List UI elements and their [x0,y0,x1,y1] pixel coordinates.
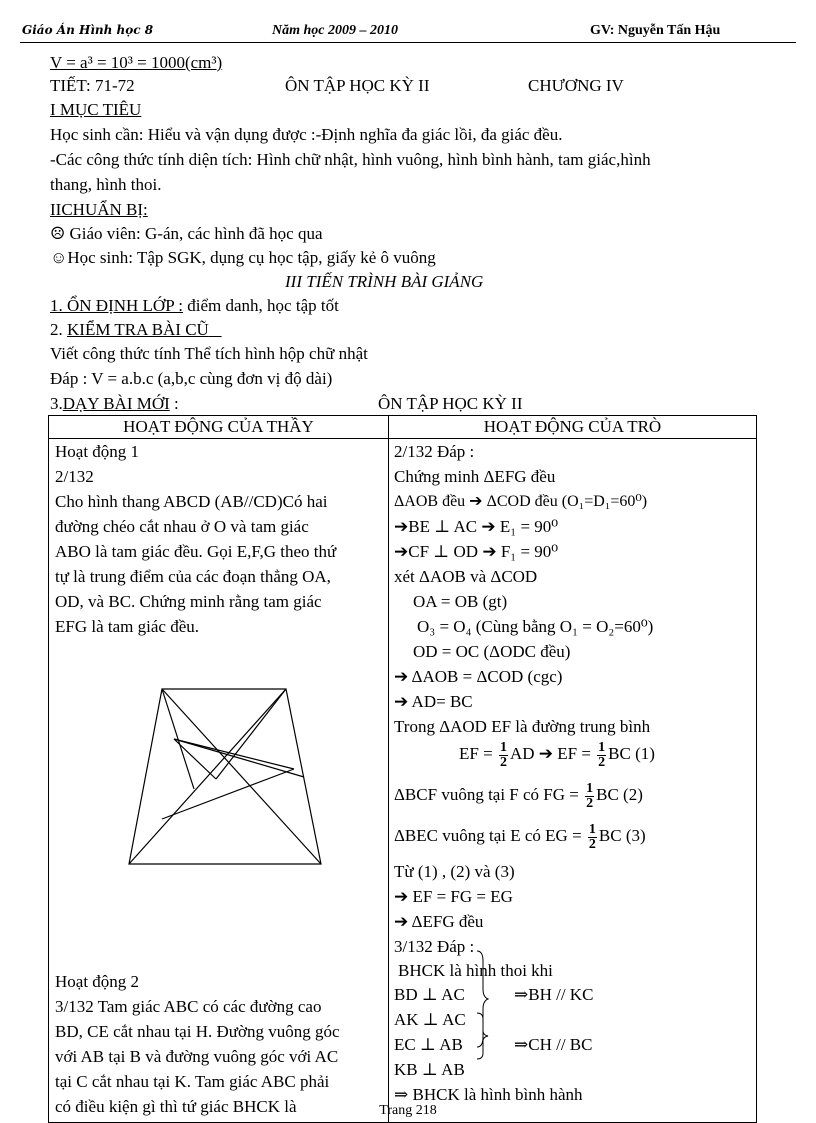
student-line: ΔAOB đều ➔ ΔCOD đều (O₁=D₁=60⁰) [394,493,648,510]
student-line: Từ (1) , (2) và (3) [394,862,515,881]
objectives-line-3: thang, hình thoi. [50,175,162,194]
half-fraction: $\frac{1}{2}$ [598,739,606,770]
teacher-problem2-line: tại C cắt nhau tại K. Tam giác ABC phải [55,1072,330,1091]
teacher-column [49,439,389,1123]
student-line: BD ⊥ AC [394,985,465,1004]
student-line: ➔BE ⊥ AC ➔ E₁ = 90⁰ [394,517,559,536]
student-line: ➔ AD= BC [394,692,473,711]
half-fraction: $\frac{1}{2}$ [499,739,507,770]
teacher-problem2-line: 3/132 Tam giác ABC có các đường cao [55,997,322,1016]
header-center: Năm học 2009 – 2010 [272,23,398,38]
prep-student: ☺Học sinh: Tập SGK, dụng cụ học tập, giấy kẻ ô vuông [50,248,436,267]
teacher-problem-line: Cho hình thang ABCD (AB//CD)Có hai [55,492,328,511]
teacher-problem2-line: BD, CE cắt nhau tại H. Đường vuông góc [55,1022,340,1041]
student-line: ⇒BH // KC [514,985,594,1004]
prep-heading: IICHUẨN BỊ: [50,200,148,219]
ef-formula-part: EF = [459,744,493,763]
step-2-label: KIỂM TRA BÀI CŨ [67,320,209,339]
fg-formula-part: ΔBCF vuông tại F có FG = [394,785,579,804]
step-2-question: Viết công thức tính Thể tích hình hộp chữ nhật [50,344,368,363]
col-header-student: HOẠT ĐỘNG CỦA TRÒ [389,416,757,439]
student-line: BHCK là hình thoi khi [398,961,553,980]
teacher-problem-line: ABO là tam giác đều. Gọi E,F,G theo thứ [55,542,337,561]
header-left: Giáo Án Hình học 8 [22,23,154,37]
step-1 [50,296,339,316]
segment-af [162,689,194,789]
student-line: 3/132 Đáp : [394,937,475,956]
prep-teacher: ☹ Giáo viên: G-án, các hình đã học qua [50,224,323,243]
student-line: OA = OB (gt) [413,592,508,611]
student-line: O₃ = O₄ (Cùng bằng O₁ = O₂=60⁰) [417,617,654,636]
segment-fg [162,769,294,819]
teacher-activity-2: Hoạt động 2 [55,972,140,991]
lesson-number: TIẾT: 71-72 [50,76,135,95]
objectives-line-1: Học sinh cần: Hiểu và vận dụng được :-Định nghĩa đa giác lồi, đa giác đều. [50,125,563,144]
teacher-problem-line: đường chéo cắt nhau ở O và tam giác [55,517,309,536]
fg-formula [394,778,643,812]
student-line: EC ⊥ AB [394,1035,463,1054]
teacher-activity-1: Hoạt động 1 [55,442,140,461]
diagonal-ac [162,689,321,864]
brace-bottom [475,1011,489,1061]
volume-formula: V = a³ = 10³ = 1000(cm³) [50,53,223,72]
review-title: ÔN TẬP HỌC KỲ II [285,76,430,95]
student-line: ⇒ BHCK là hình bình hành [394,1085,583,1104]
student-line: AK ⊥ AC [394,1010,466,1029]
segment-be [216,689,286,779]
student-line: KB ⊥ AB [394,1060,465,1079]
objectives-heading: I MỤC TIÊU [50,100,142,119]
half-fraction: $\frac{1}{2}$ [588,821,596,852]
teacher-problem2-line: với AB tại B và đường vuông góc với AC [55,1047,339,1066]
ef-formula-part: BC (1) [608,744,655,763]
trapezoid-figure [124,679,334,869]
step-2-answer: Đáp : V = a.b.c (a,b,c cùng đơn vị độ dài) [50,369,333,388]
fg-formula-part: BC (2) [596,785,643,804]
student-line: ➔ ΔEFG đều [394,912,484,931]
eg-formula-part: ΔBEC vuông tại E có EG = [394,826,582,845]
ef-formula-part: AD ➔ EF = [509,744,591,763]
objectives-line-2: -Các công thức tính diện tích: Hình chữ nhật, hình vuông, hình bình hành, tam giác,hình [50,150,651,169]
segment-ef [174,739,294,769]
student-line: OD = OC (ΔODC đều) [413,642,571,661]
header-rule [20,42,796,43]
teacher-activity-1-ref: 2/132 [55,467,94,486]
header-right: GV: Nguyễn Tấn Hậu [590,23,721,38]
diagonal-bd [129,689,286,864]
step-2 [50,320,222,340]
teacher-problem2-line: có điều kiện gì thì tứ giác BHCK là [55,1097,297,1116]
step-3 [50,394,179,414]
student-line: Chứng minh ΔEFG đều [394,467,556,486]
activity-table [48,415,757,1123]
step-3-prefix: 3. [50,394,63,413]
step-1-label: 1. ỔN ĐỊNH LỚP : [50,296,184,315]
eg-formula-part: BC (3) [598,826,646,845]
teacher-problem-line: OD, và BC. Chứng minh rằng tam giác [55,592,322,611]
student-line: ➔ EF = FG = EG [394,887,513,906]
trapezoid-outline [129,689,321,864]
student-line: ➔CF ⊥ OD ➔ F₁ = 90⁰ [394,542,559,561]
student-line: 2/132 Đáp : [394,442,475,461]
page-number: Trang 218 [379,1103,437,1118]
step-2-prefix: 2. [50,320,67,339]
student-line: ➔ ΔAOB = ΔCOD (cgc) [394,667,563,686]
student-line: Trong ΔAOD EF là đường trung bình [394,717,651,736]
step-3-colon: : [169,394,179,413]
ef-formula [459,737,655,771]
student-column [389,439,757,1123]
student-line: xét ΔAOB và ΔCOD [394,567,538,586]
step-3-title: ÔN TẬP HỌC KỲ II [378,394,523,413]
chapter-title: CHƯƠNG IV [528,76,624,95]
col-header-teacher: HOẠT ĐỘNG CỦA THẦY [49,416,389,439]
teacher-problem-line: tự là trung điểm của các đoạn thẳng OA, [55,567,331,586]
eg-formula [394,819,646,853]
half-fraction: $\frac{1}{2}$ [586,780,594,811]
teacher-problem-line: EFG là tam giác đều. [55,617,199,636]
step-3-label: DẠY BÀI MỚI [62,394,170,413]
step-1-text: điểm danh, học tập tốt [183,296,339,315]
process-heading: III TIẾN TRÌNH BÀI GIẢNG [285,272,484,291]
student-line: ⇒CH // BC [514,1035,593,1054]
